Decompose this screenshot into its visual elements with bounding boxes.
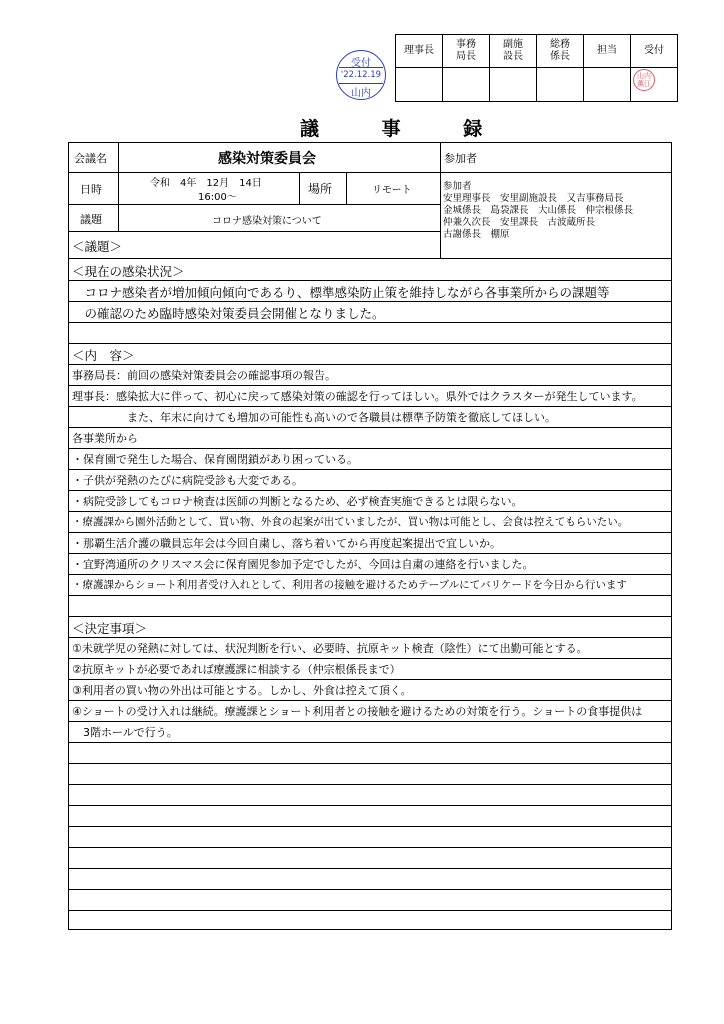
content-line: 事務局長：前回の感染対策委員会の確認事項の報告。	[72, 369, 336, 382]
agenda-label: 議題	[80, 213, 102, 226]
decision-line: ③利用者の買い物の外出は可能とする。しかし、外食は控えて頂く。	[72, 684, 412, 697]
approval-cell	[584, 68, 631, 102]
meeting-name-label: 会議名	[74, 152, 107, 165]
approval-cell	[490, 68, 537, 102]
document-title: 議 事 録	[300, 118, 511, 140]
status-text-line: コロナ感染者が増加傾向傾向であるり、標準感染防止策を維持しながら各事業所からの課題等	[72, 285, 610, 300]
decision-line: ④ショートの受け入れは継続。療護課とショート利用者との接触を避けるための対策を行う。ショートの食事提供は	[72, 705, 643, 718]
approval-header: 副施 設長	[490, 35, 537, 68]
approval-header: 総務 係長	[537, 35, 584, 68]
place-value: リモート	[372, 185, 412, 196]
content-line: ・療護課から園外活動として、買い物、外食の起案が出ていましたが、買い物は可能とし、会食は控えてもらいたい。	[72, 516, 629, 528]
participants-line: 参加者	[443, 181, 472, 192]
decision-line: ②抗原キットが必要であれば療護課に相談する（仲宗根係長まで）	[72, 663, 401, 676]
content-line: ・宜野湾通所のクリスマス会に保育園児参加予定でしたが、今回は自粛の連絡を行いました。	[72, 558, 534, 571]
date-value-line1: 令和 4年 12月 14日	[150, 178, 262, 189]
agenda-value: コロナ感染対策について	[212, 216, 322, 227]
received-stamp-label: 受付	[351, 58, 371, 69]
agenda-heading: ＜議題＞	[72, 239, 123, 254]
content-line: ・病院受診してもコロナ検査は医師の判断となるため、必ず検査実施できるとは限らない。	[72, 495, 523, 508]
section-heading-current-status: ＜現在の感染状況＞	[72, 264, 185, 279]
content-line: 各事業所から	[72, 432, 138, 445]
decision-line: 3階ホールで行う。	[72, 726, 178, 739]
approval-cell	[443, 68, 490, 102]
place-label: 場所	[308, 182, 333, 196]
participants-line: 安里理事長 安里副施設長 又吉事務局長	[443, 193, 624, 204]
decision-line: ①未就学児の発熱に対しては、状況判断を行い、必要時、抗原キット検査（陰性）にて出勤可能とする。	[72, 642, 588, 655]
approval-table	[395, 34, 678, 102]
personal-seal: 山内 薫江	[633, 69, 655, 91]
received-stamp	[336, 50, 386, 100]
section-heading-decisions: ＜決定事項＞	[72, 621, 148, 636]
approval-header: 事務 局長	[443, 35, 490, 68]
received-stamp-date: '22.12.19	[340, 70, 382, 80]
date-label: 日時	[80, 183, 102, 196]
status-text-line: の確認のため臨時感染対策委員会開催となりました。	[72, 306, 385, 321]
content-line: ・子供が発熱のたびに病院受診も大変である。	[72, 474, 303, 487]
approval-cell	[537, 68, 584, 102]
approval-header: 担当	[584, 35, 631, 68]
content-line: ・療護課からショート利用者受け入れとして、利用者の接触を避けるためテーブルにてバリケードを今日から行います	[72, 579, 627, 591]
approval-header: 理事長	[396, 35, 443, 68]
participants-line: 金城係長 島袋課長 大山係長 仲宗根係長	[443, 205, 634, 216]
approval-header: 受付	[631, 35, 678, 68]
received-stamp-name: 山内	[351, 88, 371, 99]
participants-line: 古謝係長 棚原	[443, 229, 510, 240]
participants-label: 参加者	[444, 152, 477, 165]
content-line: 理事長：感染拡大に伴って、初心に戻って感染対策の確認を行ってほしい。県外ではクラスターが発生しています。	[72, 390, 643, 403]
section-heading-content: ＜内 容＞	[72, 348, 135, 363]
content-line: また、年末に向けても増加の可能性も高いので各職員は標準予防策を徹底してほしい。	[72, 411, 556, 424]
date-value-line2: 16:00～	[198, 192, 237, 203]
meeting-name-value: 感染対策委員会	[218, 151, 316, 167]
content-line: ・保育園で発生した場合、保育園閉鎖があり困っている。	[72, 453, 358, 466]
content-line: ・那覇生活介護の職員忘年会は今回自粛し、落ち着いてから再度起案提出で宜しいか。	[72, 537, 501, 550]
approval-cell	[396, 68, 443, 102]
participants-line: 仲兼久次長 安里課長 古波蔵所長	[443, 217, 596, 228]
